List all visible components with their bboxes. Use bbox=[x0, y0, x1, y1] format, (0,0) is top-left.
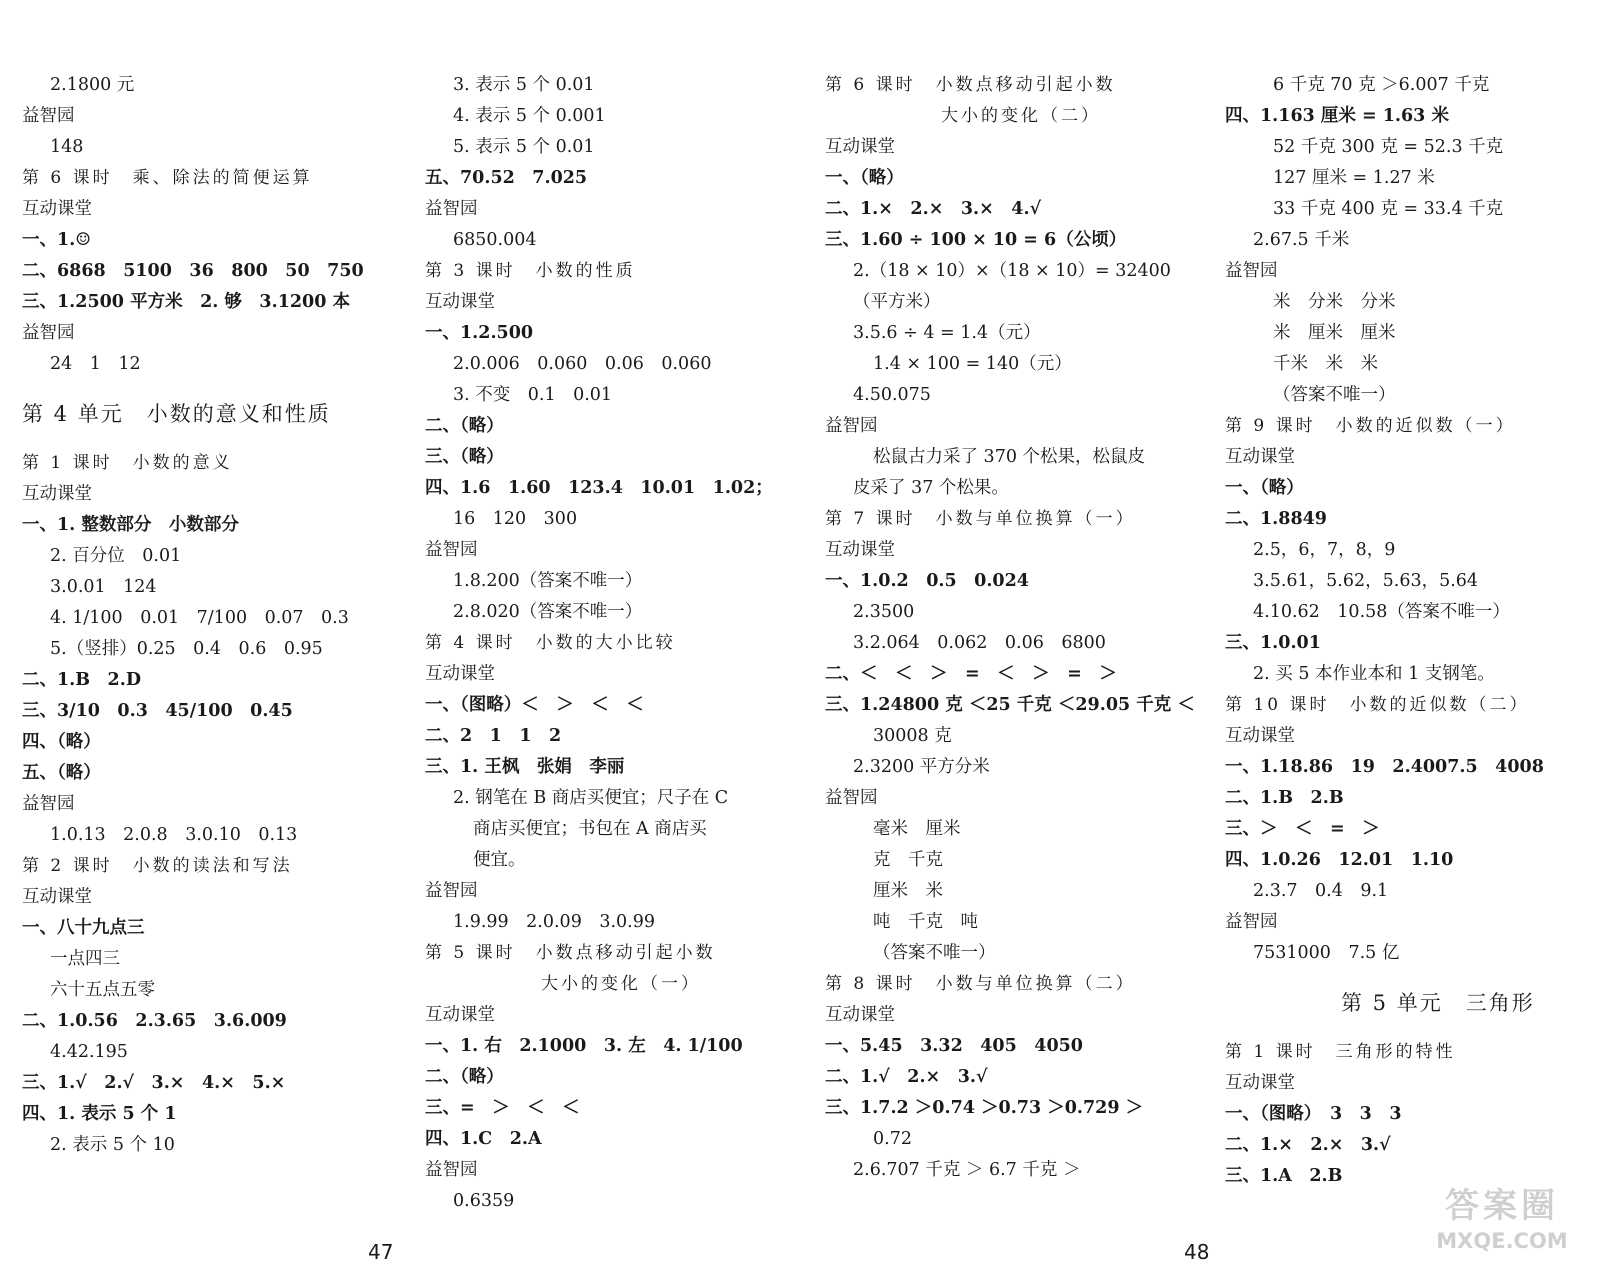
answer-line: 6 千克 70 克 ＞6.007 千克 bbox=[1273, 75, 1490, 95]
answer-line: 一、1. 右 2.1000 3. 左 4. 1/100 bbox=[425, 1036, 743, 1056]
page-number-left: 47 bbox=[368, 1240, 394, 1264]
answer-line: 二、1.× 2.× 3.× 4.√ bbox=[825, 199, 1042, 219]
answer-line: 3. 表示 5 个 0.01 bbox=[453, 75, 595, 95]
answer-line: 3.5.61，5.62，5.63，5.64 bbox=[1253, 571, 1479, 591]
answer-line: 24 1 12 bbox=[50, 354, 141, 374]
section-label: 互动课堂 bbox=[22, 199, 92, 219]
answer-line: 三、1. 王枫 张娟 李丽 bbox=[425, 757, 625, 777]
section-label: 互动课堂 bbox=[825, 1005, 895, 1025]
answer-line: 一、1.0.2 0.5 0.024 bbox=[825, 571, 1029, 591]
answer-line: 四、1.C 2.A bbox=[425, 1129, 542, 1149]
answer-line: 127 厘米 = 1.27 米 bbox=[1273, 168, 1435, 188]
lesson-heading: 第 7 课时 小数与单位换算（一） bbox=[825, 509, 1136, 529]
answer-line: 三、= ＞ ＜ ＜ bbox=[425, 1098, 580, 1118]
lesson-heading: 第 6 课时 乘、除法的简便运算 bbox=[22, 168, 313, 188]
answer-line: 一、1.18.86 19 2.4007.5 4008 bbox=[1225, 757, 1544, 777]
unit-heading: 第 5 单元 三角形 bbox=[1341, 991, 1535, 1015]
section-label: 益智园 bbox=[825, 416, 878, 436]
answer-line: 16 120 300 bbox=[453, 509, 578, 529]
section-label: 互动课堂 bbox=[425, 1005, 495, 1025]
answer-line: 三、1.24800 克 ＜25 千克 ＜29.05 千克 ＜ bbox=[825, 695, 1195, 715]
answer-column-2 bbox=[425, 70, 800, 1217]
section-label: 益智园 bbox=[22, 323, 75, 343]
lesson-heading: 第 5 课时 小数点移动引起小数 bbox=[425, 943, 716, 963]
answer-line: 二、1.√ 2.× 3.√ bbox=[825, 1067, 988, 1087]
answer-line: 一、八十九点三 bbox=[22, 918, 145, 938]
section-label: 互动课堂 bbox=[425, 292, 495, 312]
answer-line: 1.9.99 2.0.09 3.0.99 bbox=[453, 912, 655, 932]
answer-line: 4.10.62 10.58（答案不唯一） bbox=[1253, 602, 1510, 622]
answer-line: 四、1.0.26 12.01 1.10 bbox=[1225, 850, 1454, 870]
lesson-heading: 第 1 课时 三角形的特性 bbox=[1225, 1042, 1456, 1062]
answer-line: 毫米 厘米 bbox=[873, 819, 961, 839]
answer-line: 二、1.B 2.B bbox=[1225, 788, 1344, 808]
page-number-right: 48 bbox=[1184, 1240, 1210, 1264]
lesson-heading: 第 10 课时 小数的近似数（二） bbox=[1225, 695, 1530, 715]
answer-line: 四、1.6 1.60 123.4 10.01 1.02； bbox=[425, 478, 773, 498]
answer-line: 2.5，6，7，8，9 bbox=[1253, 540, 1396, 560]
section-label: 互动课堂 bbox=[825, 540, 895, 560]
answer-line: 一、1.2.500 bbox=[425, 323, 534, 343]
answer-line: 2.6.707 千克 ＞ 6.7 千克 ＞ bbox=[853, 1160, 1081, 1180]
answer-line: 4. 表示 5 个 0.001 bbox=[453, 106, 606, 126]
answer-line: 三、1.60 ÷ 100 × 10 = 6（公顷） bbox=[825, 230, 1127, 250]
section-label: 益智园 bbox=[825, 788, 878, 808]
answer-line: 2. 表示 5 个 10 bbox=[50, 1135, 175, 1155]
answer-line: 6850.004 bbox=[453, 230, 537, 250]
section-label: 益智园 bbox=[425, 1160, 478, 1180]
section-label: 互动课堂 bbox=[22, 484, 92, 504]
section-label: 益智园 bbox=[22, 794, 75, 814]
answer-line: 5.（竖排）0.25 0.4 0.6 0.95 bbox=[50, 639, 323, 659]
answer-line: 2. 买 5 本作业本和 1 支钢笔。 bbox=[1253, 664, 1495, 684]
watermark-url: MXQE.COM bbox=[1436, 1229, 1568, 1253]
lesson-heading: 大小的变化（二） bbox=[941, 106, 1101, 126]
answer-line: 三、（略） bbox=[425, 447, 504, 467]
section-label: 互动课堂 bbox=[1225, 726, 1295, 746]
answer-line: 0.6359 bbox=[453, 1191, 515, 1211]
lesson-heading: 第 8 课时 小数与单位换算（二） bbox=[825, 974, 1136, 994]
answer-line: 二、6868 5100 36 800 50 750 bbox=[22, 261, 364, 281]
answer-line: 一、1. 整数部分 小数部分 bbox=[22, 515, 239, 535]
answer-line: 四、1. 表示 5 个 1 bbox=[22, 1104, 177, 1124]
section-label: 益智园 bbox=[22, 106, 75, 126]
answer-line: 三、1.7.2 ＞0.74 ＞0.73 ＞0.729 ＞ bbox=[825, 1098, 1144, 1118]
answer-line: 五、（略） bbox=[22, 763, 101, 783]
answer-line: 二、（略） bbox=[425, 416, 504, 436]
answer-line: 2.67.5 千米 bbox=[1253, 230, 1350, 250]
answer-line: 松鼠古力采了 370 个松果，松鼠皮 bbox=[873, 447, 1146, 467]
section-label: 益智园 bbox=[1225, 912, 1278, 932]
answer-line: 二、1.× 2.× 3.√ bbox=[1225, 1135, 1391, 1155]
answer-line: 148 bbox=[50, 137, 84, 157]
answer-line: 3.2.064 0.062 0.06 6800 bbox=[853, 633, 1106, 653]
answer-line: 3.5.6 ÷ 4 = 1.4（元） bbox=[853, 323, 1041, 343]
answer-line: 四、1.163 厘米 = 1.63 米 bbox=[1225, 106, 1449, 126]
answer-line: 米 分米 分米 bbox=[1273, 292, 1396, 312]
answer-line: 三、3/10 0.3 45/100 0.45 bbox=[22, 701, 293, 721]
answer-line: 三、1.0.01 bbox=[1225, 633, 1321, 653]
section-label: 益智园 bbox=[425, 881, 478, 901]
section-label: 益智园 bbox=[1225, 261, 1278, 281]
answer-line: 三、1.2500 平方米 2. 够 3.1200 本 bbox=[22, 292, 350, 312]
section-label: 互动课堂 bbox=[825, 137, 895, 157]
section-label: 互动课堂 bbox=[1225, 447, 1295, 467]
lesson-heading: 第 1 课时 小数的意义 bbox=[22, 453, 233, 473]
answer-line: 二、＜ ＜ ＞ = ＜ ＞ = ＞ bbox=[825, 664, 1117, 684]
answer-line: （答案不唯一） bbox=[873, 943, 996, 963]
section-label: 互动课堂 bbox=[22, 887, 92, 907]
answer-line: 吨 千克 吨 bbox=[873, 912, 978, 932]
answer-line: 一、（图略） 3 3 3 bbox=[1225, 1104, 1402, 1124]
answer-line: 2.1800 元 bbox=[50, 75, 135, 95]
answer-line: 二、1.8849 bbox=[1225, 509, 1327, 529]
section-label: 益智园 bbox=[425, 199, 478, 219]
answer-line: 米 厘米 厘米 bbox=[1273, 323, 1396, 343]
answer-line: 克 千克 bbox=[873, 850, 943, 870]
answer-line: 2.8.020（答案不唯一） bbox=[453, 602, 643, 622]
answer-column-1 bbox=[22, 70, 392, 1161]
answer-line: 0.72 bbox=[873, 1129, 912, 1149]
answer-line: 商店买便宜；书包在 A 商店买 bbox=[473, 819, 707, 839]
answer-line: 一、（图略）＜ ＞ ＜ ＜ bbox=[425, 695, 644, 715]
answer-line: 三、1.A 2.B bbox=[1225, 1166, 1343, 1186]
answer-column-4 bbox=[1225, 70, 1585, 1192]
answer-line: 2.0.006 0.060 0.06 0.060 bbox=[453, 354, 712, 374]
answer-line: 二、（略） bbox=[425, 1067, 504, 1087]
answer-line: 三、＞ ＜ = ＞ bbox=[1225, 819, 1380, 839]
answer-line: 1.8.200（答案不唯一） bbox=[453, 571, 643, 591]
answer-line: 4.42.195 bbox=[50, 1042, 128, 1062]
answer-line: 四、（略） bbox=[22, 732, 101, 752]
answer-line: 一点四三 bbox=[50, 949, 120, 969]
answer-line: 2. 百分位 0.01 bbox=[50, 546, 182, 566]
answer-line: 二、2 1 1 2 bbox=[425, 726, 562, 746]
unit-heading: 第 4 单元 小数的意义和性质 bbox=[22, 402, 331, 426]
answer-line: 一、（略） bbox=[825, 168, 904, 188]
lesson-heading: 第 4 课时 小数的大小比较 bbox=[425, 633, 676, 653]
answer-line: 4.50.075 bbox=[853, 385, 931, 405]
answer-line: 便宜。 bbox=[473, 850, 526, 870]
answer-line: 7531000 7.5 亿 bbox=[1253, 943, 1400, 963]
answer-line: 2.3500 bbox=[853, 602, 915, 622]
lesson-heading: 第 6 课时 小数点移动引起小数 bbox=[825, 75, 1116, 95]
answer-line: 4. 1/100 0.01 7/100 0.07 0.3 bbox=[50, 608, 349, 628]
answer-line: 千米 米 米 bbox=[1273, 354, 1378, 374]
answer-line: 二、1.0.56 2.3.65 3.6.009 bbox=[22, 1011, 287, 1031]
answer-line: 2.3200 平方分米 bbox=[853, 757, 990, 777]
answer-line: 2.3.7 0.4 9.1 bbox=[1253, 881, 1389, 901]
section-label: 益智园 bbox=[425, 540, 478, 560]
answer-line: 2. 钢笔在 B 商店买便宜；尺子在 C bbox=[453, 788, 729, 808]
answer-line: 一、（略） bbox=[1225, 478, 1304, 498]
answer-line: 3.0.01 124 bbox=[50, 577, 157, 597]
answer-line: 一、5.45 3.32 405 4050 bbox=[825, 1036, 1083, 1056]
answer-line: 33 千克 400 克 = 33.4 千克 bbox=[1273, 199, 1504, 219]
answer-line: 二、1.B 2.D bbox=[22, 670, 142, 690]
answer-line: 六十五点五零 bbox=[50, 980, 155, 1000]
answer-line: 五、70.52 7.025 bbox=[425, 168, 588, 188]
answer-line: 3. 不变 0.1 0.01 bbox=[453, 385, 613, 405]
lesson-heading: 第 3 课时 小数的性质 bbox=[425, 261, 636, 281]
answer-line: 厘米 米 bbox=[873, 881, 943, 901]
answer-column-3 bbox=[825, 70, 1195, 1186]
answer-line: 三、1.√ 2.√ 3.× 4.× 5.× bbox=[22, 1073, 286, 1093]
watermark-logo bbox=[1412, 1184, 1592, 1268]
answer-line: 2.（18 × 10）×（18 × 10）= 32400 bbox=[853, 261, 1171, 281]
section-label: 互动课堂 bbox=[1225, 1073, 1295, 1093]
answer-line: （答案不唯一） bbox=[1273, 385, 1396, 405]
section-label: 互动课堂 bbox=[425, 664, 495, 684]
answer-line: 1.0.13 2.0.8 3.0.10 0.13 bbox=[50, 825, 298, 845]
answer-line: 1.4 × 100 = 140（元） bbox=[873, 354, 1072, 374]
lesson-heading: 第 2 课时 小数的读法和写法 bbox=[22, 856, 293, 876]
answer-line: 5. 表示 5 个 0.01 bbox=[453, 137, 595, 157]
lesson-heading: 大小的变化（一） bbox=[541, 974, 701, 994]
watermark-logo-text: 答案圈 bbox=[1445, 1186, 1559, 1226]
answer-line: （平方米） bbox=[853, 292, 941, 312]
answer-line: 52 千克 300 克 = 52.3 千克 bbox=[1273, 137, 1504, 157]
answer-line: 30008 克 bbox=[873, 726, 952, 746]
answer-line: 皮采了 37 个松果。 bbox=[853, 478, 1009, 498]
lesson-heading: 第 9 课时 小数的近似数（一） bbox=[1225, 416, 1516, 436]
answer-line: 一、1.☺ bbox=[22, 230, 91, 250]
